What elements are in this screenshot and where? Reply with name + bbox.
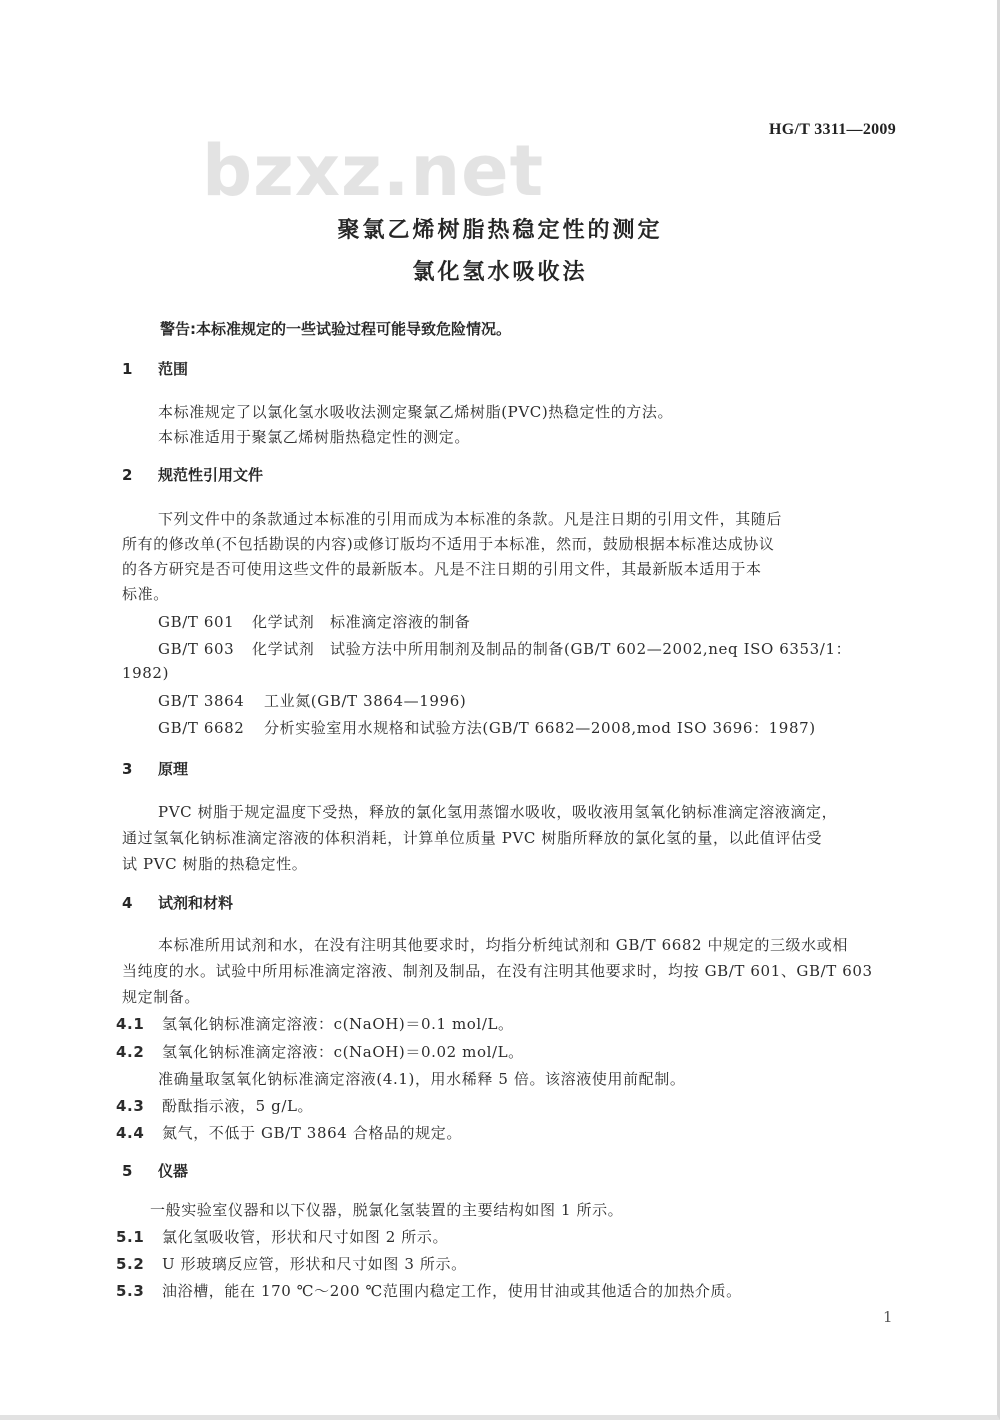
section-title: 仪器 (158, 1162, 189, 1180)
page-number: 1 (883, 1308, 893, 1326)
subclause-number: 5.2 (116, 1255, 145, 1273)
subclause-number: 4.4 (116, 1124, 145, 1142)
section-number: 1 (122, 360, 133, 378)
subclause-number: 5.1 (116, 1228, 145, 1246)
subclause-text: 氮气，不低于 GB/T 3864 合格品的规定。 (162, 1124, 462, 1142)
subclause-5-1 (116, 1226, 448, 1247)
reference-title: 分析实验室用水规格和试验方法(GB/T 6682—2008,mod ISO 3696：1987) (264, 719, 816, 737)
subclause-5-2 (116, 1253, 467, 1274)
reference-title: 化学试剂 标准滴定溶液的制备 (252, 613, 471, 631)
warning-note: 警告:本标准规定的一些试验过程可能导致危险情况。 (160, 320, 512, 338)
section-number: 3 (122, 760, 133, 778)
watermark: bzxz.net (202, 130, 545, 212)
document-subtitle: 氯化氢水吸收法 (412, 260, 588, 285)
subclause-text: 酚酞指示液，5 g/L。 (162, 1097, 314, 1115)
reference-item (158, 690, 466, 711)
subclause-number: 4.2 (116, 1043, 145, 1061)
paragraph-line: PVC 树脂于规定温度下受热，释放的氯化氢用蒸馏水吸收，吸收液用氢氧化钠标准滴定溶液滴定， (158, 803, 838, 821)
section-title: 原理 (158, 760, 189, 778)
standard-code: HG/T 3311—2009 (769, 121, 897, 138)
subclause-number: 4.3 (116, 1097, 145, 1115)
paragraph-line: 通过氢氧化钠标准滴定溶液的体积消耗，计算单位质量 PVC 树脂所释放的氯化氢的量，以此值评估受 (122, 829, 823, 847)
paragraph-line: 的各方研究是否可使用这些文件的最新版本。凡是不注日期的引用文件，其最新版本适用于本 (122, 560, 762, 578)
reference-title: 工业氮(GB/T 3864—1996) (264, 692, 467, 710)
reference-code: GB/T 3864 (158, 692, 245, 710)
subclause-5-3 (116, 1280, 742, 1301)
subclause-number: 4.1 (116, 1015, 145, 1033)
subclause-text: 氢氧化钠标准滴定溶液：c(NaOH)＝0.02 mol/L。 (162, 1043, 524, 1061)
subclause-text: 油浴槽，能在 170 ℃～200 ℃范围内稳定工作，使用甘油或其他适合的加热介质。 (162, 1282, 742, 1300)
section-1-heading (122, 358, 188, 379)
reference-code: GB/T 603 (158, 640, 235, 658)
section-number: 4 (122, 894, 133, 912)
section-number: 5 (122, 1162, 133, 1180)
reference-continuation: 1982) (122, 664, 170, 682)
reference-item (158, 611, 470, 632)
paragraph-line: 标准。 (122, 585, 169, 603)
paragraph: 一般实验室仪器和以下仪器，脱氯化氢装置的主要结构如图 1 所示。 (150, 1201, 624, 1219)
paragraph-line: 试 PVC 树脂的热稳定性。 (122, 855, 308, 873)
paragraph: 本标准规定了以氯化氢水吸收法测定聚氯乙烯树脂(PVC)热稳定性的方法。 (158, 403, 674, 421)
section-title: 规范性引用文件 (158, 466, 264, 484)
paragraph-line: 规定制备。 (122, 988, 201, 1006)
subclause-number: 5.3 (116, 1282, 145, 1300)
subclause-4-3 (116, 1095, 313, 1116)
paragraph-line: 当纯度的水。试验中所用标准滴定溶液、制剂及制品，在没有注明其他要求时，均按 GB/T 601、GB/T 603 (122, 962, 873, 980)
section-title: 范围 (158, 360, 189, 378)
paragraph-line: 所有的修改单(不包括勘误的内容)或修订版均不适用于本标准，然而，鼓励根据本标准达成协议 (122, 535, 775, 553)
document-title: 聚氯乙烯树脂热稳定性的测定 (337, 218, 663, 243)
subclause-text: 氢氧化钠标准滴定溶液：c(NaOH)＝0.1 mol/L。 (162, 1015, 514, 1033)
reference-code: GB/T 601 (158, 613, 235, 631)
subclause-4-4 (116, 1122, 462, 1143)
paragraph-line: 本标准所用试剂和水，在没有注明其他要求时，均指分析纯试剂和 GB/T 6682 中规定的三级水或相 (158, 936, 848, 954)
subclause-4-2 (116, 1041, 524, 1062)
reference-item (158, 717, 816, 738)
subclause-4-1 (116, 1013, 514, 1034)
paragraph-line: 下列文件中的条款通过本标准的引用而成为本标准的条款。凡是注日期的引用文件，其随后 (158, 510, 783, 528)
subclause-text: U 形玻璃反应管，形状和尺寸如图 3 所示。 (162, 1255, 467, 1273)
section-5-heading (122, 1160, 188, 1181)
reference-code: GB/T 6682 (158, 719, 245, 737)
section-title: 试剂和材料 (158, 894, 234, 912)
reference-title: 化学试剂 试验方法中所用制剂及制品的制备(GB/T 602—2002,neq ISO 6353/1： (252, 640, 852, 658)
section-3-heading (122, 758, 188, 779)
section-number: 2 (122, 466, 133, 484)
section-4-heading (122, 892, 233, 913)
subclause-text: 氯化氢吸收管，形状和尺寸如图 2 所示。 (162, 1228, 449, 1246)
subclause-note: 准确量取氢氧化钠标准滴定溶液(4.1)，用水稀释 5 倍。该溶液使用前配制。 (158, 1070, 686, 1088)
section-2-heading (122, 464, 263, 485)
paragraph: 本标准适用于聚氯乙烯树脂热稳定性的测定。 (158, 428, 471, 446)
reference-item (158, 638, 851, 659)
